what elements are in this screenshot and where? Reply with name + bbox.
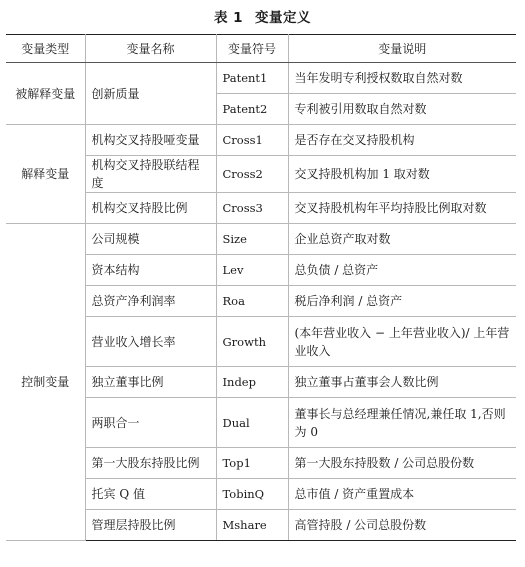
variable-symbol-cell: Roa	[216, 286, 288, 317]
table-header-row	[6, 35, 516, 63]
variable-name-cell: 公司规模	[85, 224, 216, 255]
variable-symbol-cell: Patent1	[216, 63, 288, 94]
variable-symbol-cell: Cross2	[216, 156, 288, 193]
variable-name-cell: 机构交叉持股哑变量	[85, 125, 216, 156]
variable-name-cell: 营业收入增长率	[85, 317, 216, 367]
variable-description-cell: 税后净利润 / 总资产	[288, 286, 516, 317]
variable-name-cell: 管理层持股比例	[85, 510, 216, 541]
variable-description-cell: 总负债 / 总资产	[288, 255, 516, 286]
variable-description-cell: 交叉持股机构年平均持股比例取对数	[288, 193, 516, 224]
table-row	[6, 63, 516, 94]
table-row	[6, 125, 516, 156]
variable-symbol-cell: Size	[216, 224, 288, 255]
variable-symbol-cell: Patent2	[216, 94, 288, 125]
variable-symbol-cell: Top1	[216, 448, 288, 479]
variable-description-cell: 是否存在交叉持股机构	[288, 125, 516, 156]
variable-description-cell: 总市值 / 资产重置成本	[288, 479, 516, 510]
variable-symbol-cell: Cross1	[216, 125, 288, 156]
variable-description-cell: 当年发明专利授权数取自然对数	[288, 63, 516, 94]
variable-name-cell: 总资产净利润率	[85, 286, 216, 317]
variable-description-cell: 专利被引用数取自然对数	[288, 94, 516, 125]
header-variable-name: 变量名称	[85, 35, 216, 63]
variable-symbol-cell: Dual	[216, 398, 288, 448]
variable-name-cell: 机构交叉持股比例	[85, 193, 216, 224]
variable-name-cell: 机构交叉持股联结程度	[85, 156, 216, 193]
table-caption	[0, 6, 525, 26]
variable-description-cell: 独立董事占董事会人数比例	[288, 367, 516, 398]
table-row	[6, 224, 516, 255]
variable-type-cell: 控制变量	[6, 224, 85, 541]
table-number: 表 1	[213, 10, 244, 26]
variable-symbol-cell: Mshare	[216, 510, 288, 541]
variable-description-cell: 企业总资产取对数	[288, 224, 516, 255]
variable-name-cell: 创新质量	[85, 63, 216, 125]
table-title: 变量定义	[255, 10, 312, 26]
header-variable-type: 变量类型	[6, 35, 85, 63]
header-variable-symbol: 变量符号	[216, 35, 288, 63]
variable-symbol-cell: Growth	[216, 317, 288, 367]
variable-symbol-cell: TobinQ	[216, 479, 288, 510]
variable-definition-table	[6, 34, 516, 541]
variable-symbol-cell: Cross3	[216, 193, 288, 224]
variable-name-cell: 资本结构	[85, 255, 216, 286]
variable-type-cell: 解释变量	[6, 125, 85, 224]
variable-description-cell: 董事长与总经理兼任情况,兼任取 1,否则为 0	[288, 398, 516, 448]
variable-name-cell: 托宾 Q 值	[85, 479, 216, 510]
variable-description-cell: 第一大股东持股数 / 公司总股份数	[288, 448, 516, 479]
variable-symbol-cell: Indep	[216, 367, 288, 398]
variable-name-cell: 独立董事比例	[85, 367, 216, 398]
variable-description-cell: (本年营业收入 − 上年营业收入)/ 上年营业收入	[288, 317, 516, 367]
variable-description-cell: 交叉持股机构加 1 取对数	[288, 156, 516, 193]
variable-description-cell: 高管持股 / 公司总股份数	[288, 510, 516, 541]
variable-name-cell: 两职合一	[85, 398, 216, 448]
variable-type-cell: 被解释变量	[6, 63, 85, 125]
variable-symbol-cell: Lev	[216, 255, 288, 286]
variable-name-cell: 第一大股东持股比例	[85, 448, 216, 479]
header-variable-description: 变量说明	[288, 35, 516, 63]
